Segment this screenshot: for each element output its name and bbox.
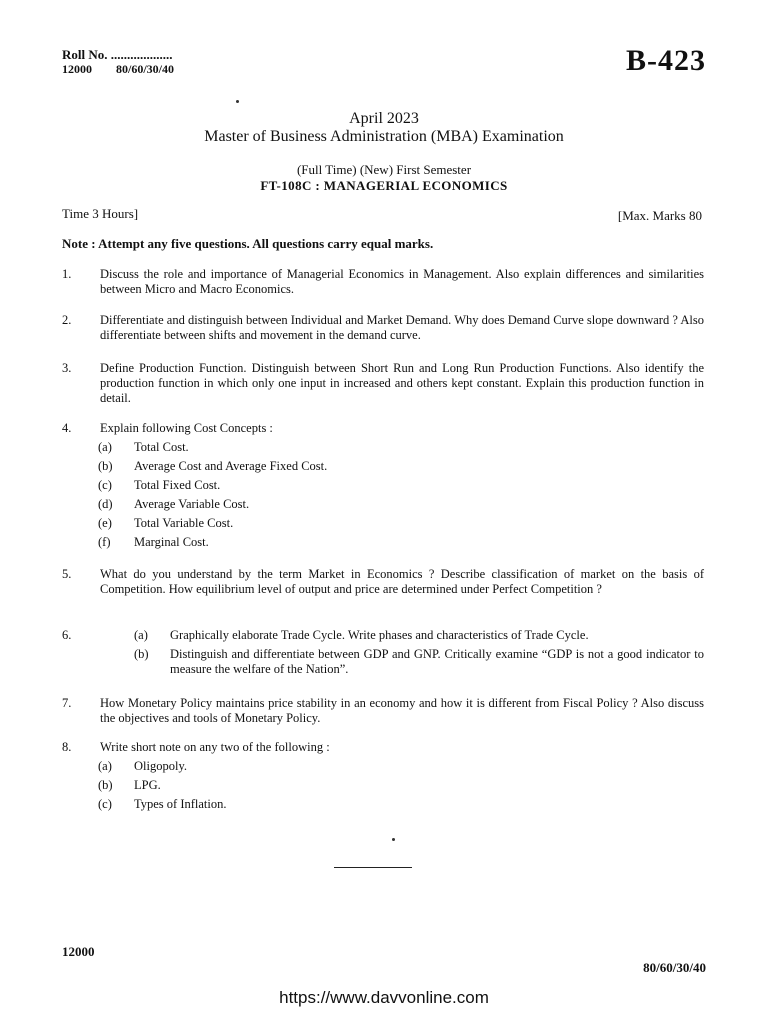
question-text: What do you understand by the term Market in Economics ? Describe classification of market on the basis of Competition. How equilibrium level of output and price are determined under Perfect Competition ? xyxy=(100,567,704,596)
roll-code-right: 80/60/30/40 xyxy=(116,62,175,76)
sub-text: Marginal Cost. xyxy=(134,535,209,549)
sub-text: Total Variable Cost. xyxy=(134,516,234,530)
footer-code-left: 12000 xyxy=(62,944,95,959)
question-number: 7. xyxy=(62,696,72,710)
question-number: 5. xyxy=(62,567,72,581)
question-3 xyxy=(62,361,704,406)
instructions-note: Note : Attempt any five questions. All questions carry equal marks. xyxy=(62,236,434,251)
sub-question-c xyxy=(98,478,704,493)
sub-question-e xyxy=(98,516,704,531)
footer-code-right: 80/60/30/40 xyxy=(643,960,706,975)
sub-text: Average Cost and Average Fixed Cost. xyxy=(134,459,328,473)
subject-title: FT-108C : MANAGERIAL ECONOMICS xyxy=(260,178,508,193)
exam-month-year: April 2023 xyxy=(349,110,419,127)
exam-title: Master of Business Administration (MBA) Examination xyxy=(204,128,564,145)
sub-question-a xyxy=(134,628,704,643)
sub-label: (a) xyxy=(98,440,112,454)
sub-question-c xyxy=(98,797,704,812)
sub-text: LPG. xyxy=(134,778,161,792)
question-text: Define Production Function. Distinguish between Short Run and Long Run Production Functions. Also identify the production function in which only one input in increased and others kept constant. Explain this production function in detail. xyxy=(100,361,704,405)
question-1 xyxy=(62,267,704,297)
sub-text: Oligopoly. xyxy=(134,759,188,773)
sub-text: Graphically elaborate Trade Cycle. Write phases and characteristics of Trade Cycle. xyxy=(170,628,589,642)
stray-dot xyxy=(392,838,395,841)
question-2 xyxy=(62,313,704,343)
max-marks: [Max. Marks 80 xyxy=(617,208,702,223)
sub-text: Types of Inflation. xyxy=(134,797,227,811)
sub-question-b xyxy=(98,459,704,474)
question-text: Differentiate and distinguish between Individual and Market Demand. Why does Demand Curve slope downward ? Also differentiate between shifts and movement in the demand curve. xyxy=(100,313,704,342)
sub-label: (f) xyxy=(98,535,111,549)
sub-label: (a) xyxy=(98,759,112,773)
sub-label: (c) xyxy=(98,478,112,492)
sub-label: (b) xyxy=(98,459,113,473)
roll-number-line: Roll No. ................... xyxy=(62,47,173,62)
exam-mode: (Full Time) (New) First Semester xyxy=(296,162,472,177)
sub-question-b xyxy=(134,647,704,677)
end-rule xyxy=(334,867,412,868)
question-5 xyxy=(62,567,704,597)
question-text: Explain following Cost Concepts : xyxy=(100,421,273,435)
question-8 xyxy=(62,740,704,812)
sub-label: (a) xyxy=(134,628,148,642)
time-allowed: Time 3 Hours] xyxy=(62,206,139,221)
sub-text: Total Cost. xyxy=(134,440,189,454)
sub-question-a xyxy=(98,440,704,455)
question-text: Discuss the role and importance of Managerial Economics in Management. Also explain differences and similarities between Micro and Macro Economics. xyxy=(100,267,704,296)
sub-label: (b) xyxy=(134,647,149,661)
sub-text: Distinguish and differentiate between GDP and GNP. Critically examine “GDP is not a good indicator to measure the welfare of the Nation”. xyxy=(170,647,704,676)
sub-question-d xyxy=(98,497,704,512)
question-number: 4. xyxy=(62,421,72,435)
question-number: 6. xyxy=(62,628,72,642)
sub-question-a xyxy=(98,759,704,774)
sub-text: Average Variable Cost. xyxy=(134,497,250,511)
sub-label: (b) xyxy=(98,778,113,792)
question-4 xyxy=(62,421,704,550)
stray-dot xyxy=(236,100,239,103)
question-7 xyxy=(62,696,704,726)
sub-question-b xyxy=(98,778,704,793)
paper-code: B-423 xyxy=(626,44,706,77)
source-url[interactable]: https://www.davvonline.com xyxy=(279,988,489,1007)
question-6 xyxy=(62,628,704,677)
sub-question-f xyxy=(98,535,704,550)
question-number: 1. xyxy=(62,267,72,281)
roll-codes xyxy=(62,62,174,77)
roll-code-left: 12000 xyxy=(62,62,92,76)
question-number: 2. xyxy=(62,313,72,327)
sub-text: Total Fixed Cost. xyxy=(134,478,221,492)
question-number: 8. xyxy=(62,740,72,754)
question-text: How Monetary Policy maintains price stability in an economy and how it is different from Fiscal Policy ? Also discuss the objectives and tools of Monetary Policy. xyxy=(100,696,704,725)
question-text: Write short note on any two of the following : xyxy=(100,740,330,754)
sub-label: (c) xyxy=(98,797,112,811)
sub-label: (d) xyxy=(98,497,113,511)
sub-label: (e) xyxy=(98,516,112,530)
question-number: 3. xyxy=(62,361,72,375)
